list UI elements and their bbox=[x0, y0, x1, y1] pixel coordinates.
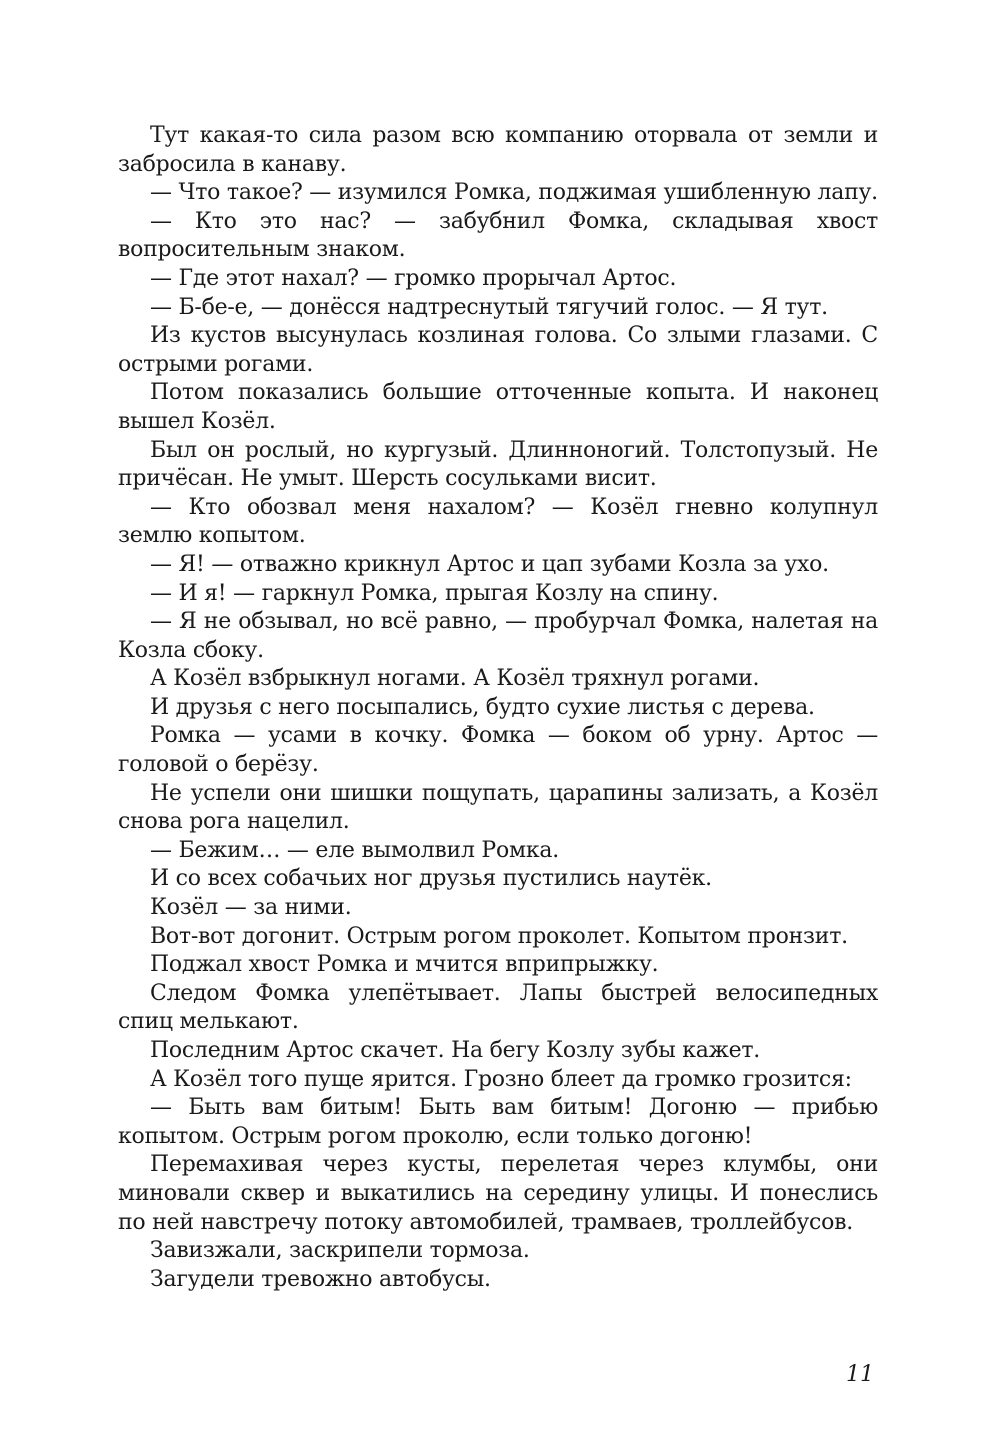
paragraph: — Что такое? — изумился Ромка, поджимая ушибленную лапу. bbox=[150, 180, 878, 206]
paragraph: И со всех собачьих ног друзья пустились наутёк. bbox=[150, 866, 712, 892]
paragraph: — Я! — отважно крикнул Артос и цап зубами Козла за ухо. bbox=[150, 551, 829, 577]
paragraph: Ромка — усами в кочку. Фомка — боком об урну. Артос — головой о берёзу. bbox=[118, 723, 878, 778]
paragraph: — Кто обозвал меня нахалом? — Козёл гневно колупнул землю копытом. bbox=[118, 494, 878, 549]
paragraph: — И я! — гаркнул Ромка, прыгая Козлу на спину. bbox=[150, 580, 719, 606]
paragraph: Вот-вот догонит. Острым рогом проколет. Копытом пронзит. bbox=[150, 923, 848, 949]
paragraph: Завизжали, заскрипели тормоза. bbox=[150, 1238, 530, 1264]
paragraph: Загудели тревожно автобусы. bbox=[150, 1266, 491, 1292]
paragraph: — Где этот нахал? — громко прорычал Артос. bbox=[150, 265, 677, 291]
paragraph: Из кустов высунулась козлиная голова. Со злыми глазами. С острыми рогами. bbox=[118, 323, 878, 377]
page-number: 11 bbox=[846, 1362, 874, 1387]
paragraph: — Бежим… — еле вымолвил Ромка. bbox=[150, 837, 559, 863]
paragraph: Последним Артос скачет. На бегу Козлу зубы кажет. bbox=[150, 1038, 761, 1063]
body-text bbox=[118, 122, 878, 1294]
paragraph: Потом показались большие отточенные копыта. И наконец вышел Козёл. bbox=[118, 380, 878, 434]
paragraph: — Кто это нас? — забубнил Фомка, складывая хвост вопросительным знаком. bbox=[118, 208, 878, 263]
paragraph: — Быть вам битым! Быть вам битым! Догоню — прибью копытом. Острым рогом проколю, если только догоню! bbox=[118, 1095, 878, 1149]
paragraph: Тут какая-то сила разом всю компанию оторвала от земли и забросила в канаву. bbox=[118, 123, 878, 177]
paragraph: Поджал хвост Ромка и мчится вприпрыжку. bbox=[150, 952, 659, 978]
paragraph: Козёл — за ними. bbox=[150, 895, 352, 921]
paragraph: Не успели они шишки пощупать, царапины зализать, а Козёл снова рога нацелил. bbox=[118, 780, 878, 835]
paragraph: Был он рослый, но кургузый. Длинноногий. Толстопузый. Не причёсан. Не умыт. Шерсть сосульками висит. bbox=[118, 437, 878, 492]
paragraph: Следом Фомка улепётывает. Лапы быстрей велосипедных спиц мелькают. bbox=[118, 980, 878, 1035]
paragraph: — Я не обзывал, но всё равно, — пробурчал Фомка, налетая на Козла сбоку. bbox=[118, 609, 878, 663]
paragraph: А Козёл того пуще ярится. Грозно блеет да громко грозится: bbox=[150, 1066, 852, 1092]
paragraph: — Б-бе-е, — донёсся надтреснутый тягучий голос. — Я тут. bbox=[150, 294, 828, 320]
paragraph: А Козёл взбрыкнул ногами. А Козёл тряхнул рогами. bbox=[150, 666, 760, 692]
paragraph: Перемахивая через кусты, перелетая через клумбы, они миновали сквер и выкатились на середину улицы. И понеслись по ней навстречу потоку автомобилей, трамваев, троллейбусов. bbox=[118, 1152, 878, 1235]
paragraph: И друзья с него посыпались, будто сухие листья с дерева. bbox=[150, 694, 815, 720]
